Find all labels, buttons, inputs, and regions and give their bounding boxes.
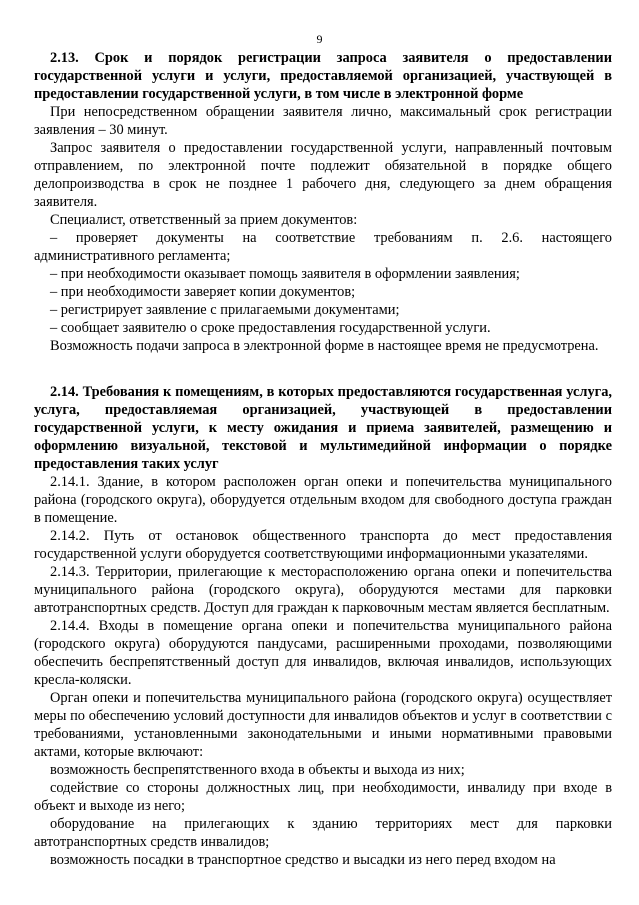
section-2-13 (34, 49, 612, 355)
paragraph: Запрос заявителя о предоставлении государственной услуги, направленный почтовым отправлением, по электронной почте подлежит обязательной в порядке общего делопроизводства в срок не позднее 1 рабочего дня, следующего за днем обращения заявителя. (34, 140, 612, 210)
page-number: 9 (316, 32, 323, 46)
paragraph: Специалист, ответственный за прием документов: (50, 212, 358, 228)
paragraph: 2.14.2. Путь от остановок общественного транспорта до мест предоставления государственной услуги оборудуется соответствующими информационными указателями. (34, 528, 612, 562)
paragraph: 2.14.1. Здание, в котором расположен орган опеки и попечительства муниципального района (городского округа), оборудуется отдельным входом для свободного доступа граждан в помещение. (34, 474, 612, 526)
paragraph: Орган опеки и попечительства муниципального района (городского округа) осуществляет меры по обеспечению условий доступности для инвалидов объектов и услуг в соответствии с требованиями, установленными законодательными и иными нормативными правовыми актами, которые включают: (34, 690, 612, 760)
list-item: – при необходимости заверяет копии документов; (50, 284, 356, 300)
paragraph: При непосредственном обращении заявителя лично, максимальный срок регистрации заявления – 30 минут. (34, 104, 612, 138)
section-heading: 2.13. Срок и порядок регистрации запроса заявителя о предоставлении государственной услуги и услуги, предоставляемой организацией, участвующей в предоставлении государственной услуги, в том числе в электронной форме (34, 50, 612, 102)
list-item: – проверяет документы на соответствие требованиям п. 2.6. настоящего административного регламента; (34, 230, 612, 264)
paragraph: 2.14.4. Входы в помещение органа опеки и попечительства муниципального района (городского округа) оборудуются пандусами, расширенными проходами, позволяющими обеспечить беспрепятственный доступ для инвалидов, включая инвалидов, использующих кресла-коляски. (34, 618, 612, 688)
list-item: – регистрирует заявление с прилагаемыми документами; (50, 302, 400, 318)
paragraph: 2.14.3. Территории, прилегающие к месторасположению органа опеки и попечительства муниципального района (городского округа), оборудуются местами для парковки автотранспортных средств. Доступ для граждан к парковочным местам является бесплатным. (34, 564, 612, 616)
list-item: – сообщает заявителю о сроке предоставления государственной услуги. (50, 320, 491, 336)
section-2-14 (34, 383, 612, 869)
list-item: возможность посадки в транспортное средство и высадки из него перед входом на (50, 852, 556, 868)
list-item: – при необходимости оказывает помощь заявителя в оформлении заявления; (50, 266, 520, 282)
section-heading: 2.14. Требования к помещениям, в которых предоставляются государственная услуга, услуга, предоставляемая организацией, участвующей в предоставлении государственной услуги, к месту ожидания и приема заявителей, размещению и оформлению визуальной, текстовой и мультимедийной информации о порядке предоставления таких услуг (34, 384, 612, 472)
list-item: оборудование на прилегающих к зданию территориях мест для парковки автотранспортных средств инвалидов; (34, 816, 612, 850)
paragraph: Возможность подачи запроса в электронной форме в настоящее время не предусмотрена. (50, 338, 599, 354)
list-item: возможность беспрепятственного входа в объекты и выхода из них; (50, 762, 465, 778)
list-item: содействие со стороны должностных лиц, при необходимости, инвалиду при входе в объект и выходе из него; (34, 780, 612, 814)
document-body (34, 49, 612, 869)
section-spacer (34, 355, 612, 383)
